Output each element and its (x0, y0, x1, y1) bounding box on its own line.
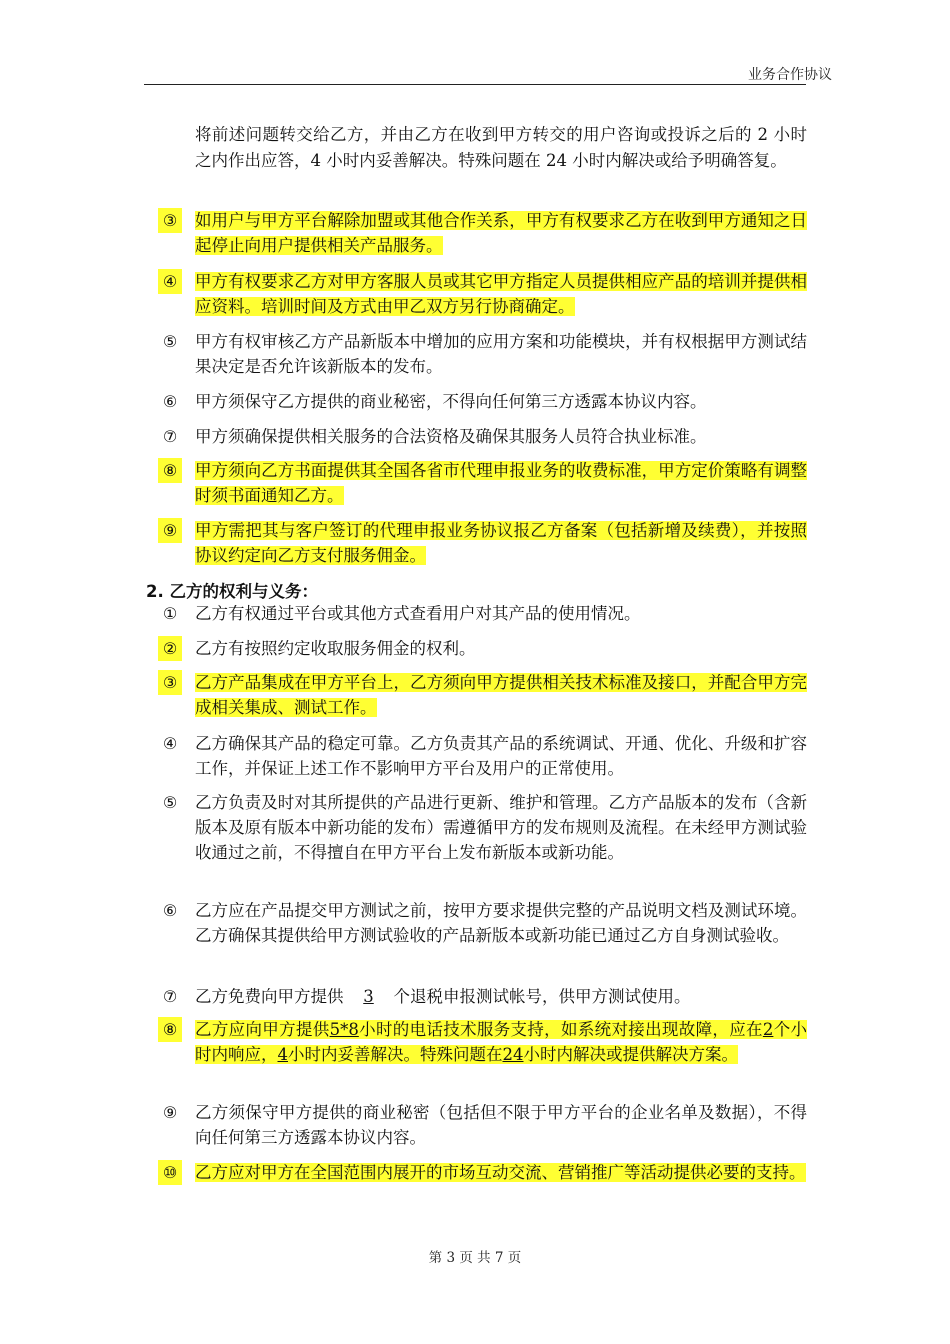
item-number: ⑧ (158, 1017, 182, 1042)
item-number: ⑧ (158, 458, 182, 483)
item-text: 乙方有权通过平台或其他方式查看用户对其产品的使用情况。 (195, 604, 641, 623)
item-number: ④ (158, 269, 182, 294)
item-number: ⑦ (162, 987, 178, 1006)
item-text: 小时的电话技术服务支持，如系统对接出现故障，应在 (358, 1020, 763, 1039)
item-number: ① (162, 604, 178, 623)
item-text: 甲方须向乙方书面提供其全国各省市代理申报业务的收费标准，甲方定价策略有调整时须书面通知乙方。 (195, 461, 807, 505)
response-hours: 2 (762, 1020, 774, 1039)
item-number: ③ (158, 208, 182, 233)
item-text: 甲方有权要求乙方对甲方客服人员或其它甲方指定人员提供相应产品的培训并提供相应资料。培训时间及方式由甲乙双方另行协商确定。 (195, 272, 807, 316)
item-text: 乙方应对甲方在全国范围内展开的市场互动交流、营销推广等活动提供必要的支持。 (195, 1163, 806, 1182)
item-number: ⑨ (158, 518, 182, 543)
item-text: 乙方确保其产品的稳定可靠。乙方负责其产品的系统调试、开通、优化、升级和扩容工作，并保证上述工作不影响甲方平台及用户的正常使用。 (195, 734, 807, 778)
item-text: 如用户与甲方平台解除加盟或其他合作关系，甲方有权要求乙方在收到甲方通知之日起停止向用户提供相关产品服务。 (195, 211, 807, 255)
section-heading: 2. 乙方的权利与义务： (146, 582, 318, 601)
item-text: 乙方应在产品提交甲方测试之前，按甲方要求提供完整的产品说明文档及测试环境。乙方确保其提供给甲方测试验收的产品新版本或新功能已通过乙方自身测试验收。 (195, 901, 807, 945)
page-header-title: 业务合作协议 (748, 67, 832, 83)
item-text: 个退税申报测试帐号，供甲方测试使用。 (393, 987, 691, 1006)
item-number: ⑦ (162, 427, 178, 446)
item-text: 甲方需把其与客户签订的代理申报业务协议报乙方备案（包括新增及续费），并按照协议约定向乙方支付服务佣金。 (195, 521, 807, 565)
item-number: ② (158, 636, 182, 661)
page-number: 第 3 页 共 7 页 (428, 1250, 522, 1266)
item-text: 小时内妥善解决。特殊问题在 (288, 1045, 503, 1064)
item-text: 甲方有权审核乙方产品新版本中增加的应用方案和功能模块，并有权根据甲方测试结果决定是否允许该新版本的发布。 (195, 332, 807, 376)
item-number: ⑨ (162, 1103, 178, 1122)
item-number: ⑩ (158, 1160, 182, 1185)
header-rule (144, 84, 806, 85)
item-text: 乙方负责及时对其所提供的产品进行更新、维护和管理。乙方产品版本的发布（含新版本及原有版本中新功能的发布）需遵循甲方的发布规则及流程。在未经甲方测试验收通过之前，不得擅自在甲方平台上发布新版本或新功能。 (195, 793, 807, 862)
item-text: 甲方须保守乙方提供的商业秘密，不得向任何第三方透露本协议内容。 (195, 392, 707, 411)
account-count-blank: 3 (363, 987, 374, 1006)
item-text: 乙方产品集成在甲方平台上，乙方须向甲方提供相关技术标准及接口，并配合甲方完成相关集成、测试工作。 (195, 673, 807, 717)
item-text: 甲方须确保提供相关服务的合法资格及确保其服务人员符合执业标准。 (195, 427, 707, 446)
item-number: ⑤ (162, 793, 178, 812)
item-text: 小时内解决或提供解决方案。 (523, 1045, 738, 1064)
service-hours: 5*8 (329, 1020, 359, 1039)
item-number: ⑥ (162, 392, 178, 411)
resolve-hours: 4 (277, 1045, 288, 1064)
item-text: 乙方应向甲方提供 (195, 1020, 330, 1039)
item-text: 乙方免费向甲方提供 (195, 987, 344, 1006)
item-text: 乙方有按照约定收取服务佣金的权利。 (195, 639, 476, 658)
item-number: ③ (158, 670, 182, 695)
item-number: ④ (162, 734, 178, 753)
item-text: 乙方须保守甲方提供的商业秘密（包括但不限于甲方平台的企业名单及数据），不得向任何第三方透露本协议内容。 (195, 1103, 807, 1147)
item-number: ⑤ (162, 332, 178, 351)
special-hours: 24 (502, 1045, 524, 1064)
intro-paragraph: 将前述问题转交给乙方，并由乙方在收到甲方转交的用户咨询或投诉之后的 2 小时之内作出应答，4 小时内妥善解决。特殊问题在 24 小时内解决或给予明确答复。 (195, 125, 807, 170)
item-number: ⑥ (162, 901, 178, 920)
item-text: 个小时内响应， (195, 1020, 808, 1064)
